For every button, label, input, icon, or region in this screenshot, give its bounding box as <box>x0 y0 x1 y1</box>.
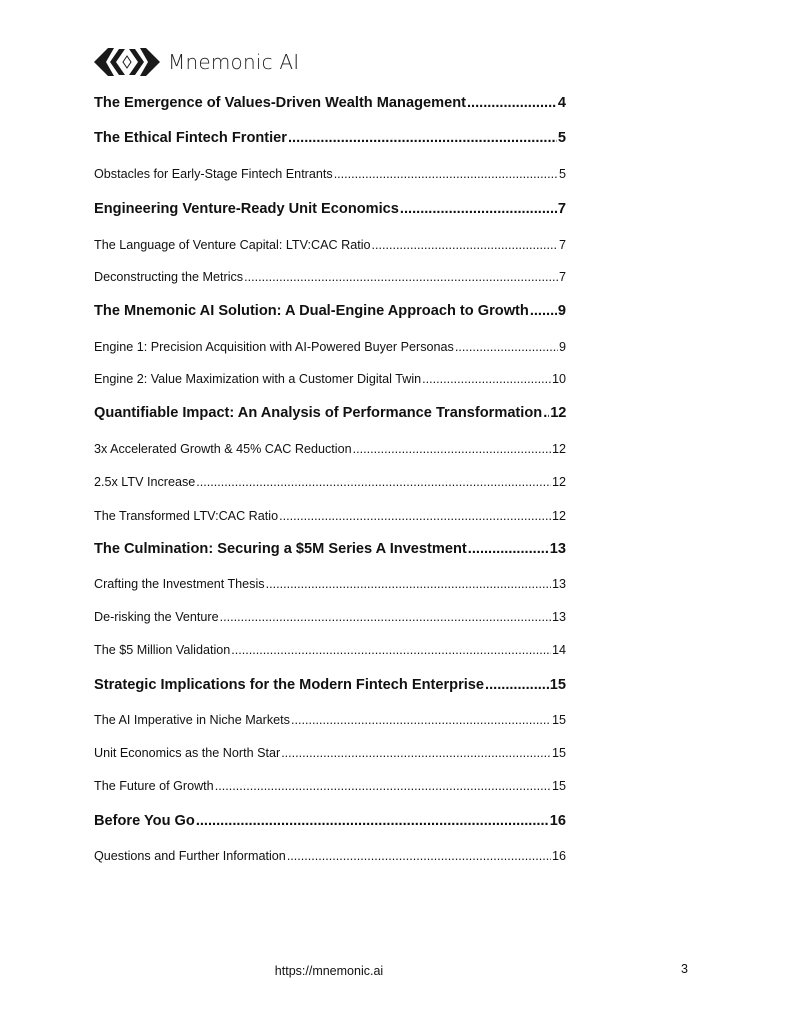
toc-leader-dots <box>455 340 558 354</box>
toc-entry[interactable] <box>94 577 566 591</box>
toc-leader-dots <box>287 849 551 863</box>
toc-entry[interactable] <box>94 610 566 624</box>
toc-entry-title: Engine 1: Precision Acquisition with AI-Powered Buyer Personas <box>94 340 454 354</box>
toc-entry-title: 3x Accelerated Growth & 45% CAC Reduction <box>94 442 352 456</box>
chevron-diamond-icon <box>94 44 160 80</box>
toc-leader-dots <box>281 746 551 760</box>
toc-entry-title: Questions and Further Information <box>94 849 286 863</box>
toc-entry-page: 7 <box>558 238 566 252</box>
toc-entry-page: 13 <box>549 541 566 557</box>
toc-entry-title: Crafting the Investment Thesis <box>94 577 265 591</box>
toc-entry-page: 12 <box>551 442 566 456</box>
toc-leader-dots <box>485 677 549 693</box>
toc-leader-dots <box>467 95 557 111</box>
toc-entry[interactable] <box>94 270 566 284</box>
toc-entry[interactable] <box>94 167 566 181</box>
toc-entry-title: Unit Economics as the North Star <box>94 746 281 760</box>
toc-entry[interactable] <box>94 130 566 146</box>
logo-text: Mnemonic AI <box>168 50 300 74</box>
toc-entry-page: 7 <box>557 201 566 217</box>
toc-leader-dots <box>244 270 558 284</box>
toc-entry[interactable] <box>94 541 566 557</box>
toc-entry-title: The Future of Growth <box>94 779 214 793</box>
toc-entry-title: The Ethical Fintech Frontier <box>94 130 287 146</box>
toc-entry[interactable] <box>94 509 566 523</box>
toc-entry[interactable] <box>94 677 566 693</box>
toc-entry[interactable] <box>94 201 566 217</box>
toc-entry-title: Strategic Implications for the Modern Fintech Enterprise <box>94 677 485 693</box>
toc-entry-page: 4 <box>557 95 566 111</box>
toc-entry[interactable] <box>94 303 566 319</box>
toc-entry-page: 13 <box>551 610 566 624</box>
toc-entry-page: 15 <box>549 677 566 693</box>
toc-leader-dots <box>291 713 551 727</box>
toc-entry-page: 13 <box>551 577 566 591</box>
toc-entry[interactable] <box>94 442 566 456</box>
toc-entry-title: Before You Go <box>94 813 195 829</box>
toc-entry-title: The Emergence of Values-Driven Wealth Management <box>94 95 466 111</box>
toc-entry-page: 5 <box>557 130 566 146</box>
toc-entry-page: 7 <box>558 270 566 284</box>
toc-entry-page: 16 <box>551 849 566 863</box>
toc-entry-title: The $5 Million Validation <box>94 643 231 657</box>
toc-entry-title: The AI Imperative in Niche Markets <box>94 713 290 727</box>
toc-entry-title: The Mnemonic AI Solution: A Dual-Engine Approach to Growth <box>94 303 529 319</box>
toc-entry[interactable] <box>94 238 566 252</box>
page-number: 3 <box>681 962 688 976</box>
toc-entry[interactable] <box>94 475 566 489</box>
toc-leader-dots <box>543 405 549 421</box>
toc-entry-title: Engineering Venture-Ready Unit Economics <box>94 201 399 217</box>
toc-entry-page: 15 <box>551 713 566 727</box>
footer-url[interactable]: https://mnemonic.ai <box>274 964 384 978</box>
toc-entry-page: 12 <box>551 509 566 523</box>
toc-entry[interactable] <box>94 95 566 111</box>
toc-leader-dots <box>279 509 551 523</box>
logo <box>94 44 299 80</box>
toc-entry-title: Deconstructing the Metrics <box>94 270 244 284</box>
toc-leader-dots <box>196 813 549 829</box>
toc-entry-page: 14 <box>551 643 566 657</box>
toc-entry[interactable] <box>94 405 566 421</box>
toc-leader-dots <box>400 201 557 217</box>
toc-leader-dots <box>215 779 551 793</box>
toc-entry-page: 16 <box>549 813 566 829</box>
toc-entry-page: 10 <box>551 372 566 386</box>
toc-entry[interactable] <box>94 849 566 863</box>
toc-leader-dots <box>530 303 557 319</box>
toc-leader-dots <box>266 577 551 591</box>
toc-entry[interactable] <box>94 779 566 793</box>
toc-leader-dots <box>468 541 549 557</box>
toc-entry[interactable] <box>94 340 566 354</box>
toc-entry[interactable] <box>94 813 566 829</box>
toc-entry-title: The Culmination: Securing a $5M Series A Investment <box>94 541 467 557</box>
toc-entry-title: Engine 2: Value Maximization with a Customer Digital Twin <box>94 372 422 386</box>
toc-entry-page: 15 <box>551 779 566 793</box>
toc-entry-title: De-risking the Venture <box>94 610 219 624</box>
toc-entry[interactable] <box>94 643 566 657</box>
toc-leader-dots <box>372 238 558 252</box>
toc-entry-title: The Language of Venture Capital: LTV:CAC Ratio <box>94 238 371 252</box>
toc-entry-page: 9 <box>558 340 566 354</box>
toc-entry-title: The Transformed LTV:CAC Ratio <box>94 509 279 523</box>
toc-entry-page: 15 <box>551 746 566 760</box>
toc-leader-dots <box>422 372 551 386</box>
toc-entry[interactable] <box>94 372 566 386</box>
toc-entry-page: 12 <box>550 405 567 421</box>
toc-entry[interactable] <box>94 713 566 727</box>
toc-entry-title: 2.5x LTV Increase <box>94 475 196 489</box>
toc-leader-dots <box>288 130 557 146</box>
toc-entry-page: 12 <box>551 475 566 489</box>
toc-leader-dots <box>231 643 551 657</box>
toc-leader-dots <box>334 167 558 181</box>
toc-entry-page: 9 <box>557 303 566 319</box>
toc-entry-title: Obstacles for Early-Stage Fintech Entrants <box>94 167 333 181</box>
toc-entry[interactable] <box>94 746 566 760</box>
toc-entry-page: 5 <box>558 167 566 181</box>
toc-leader-dots <box>220 610 551 624</box>
toc-leader-dots <box>353 442 551 456</box>
toc-entry-title: Quantifiable Impact: An Analysis of Performance Transformation <box>94 405 543 421</box>
toc-leader-dots <box>196 475 551 489</box>
